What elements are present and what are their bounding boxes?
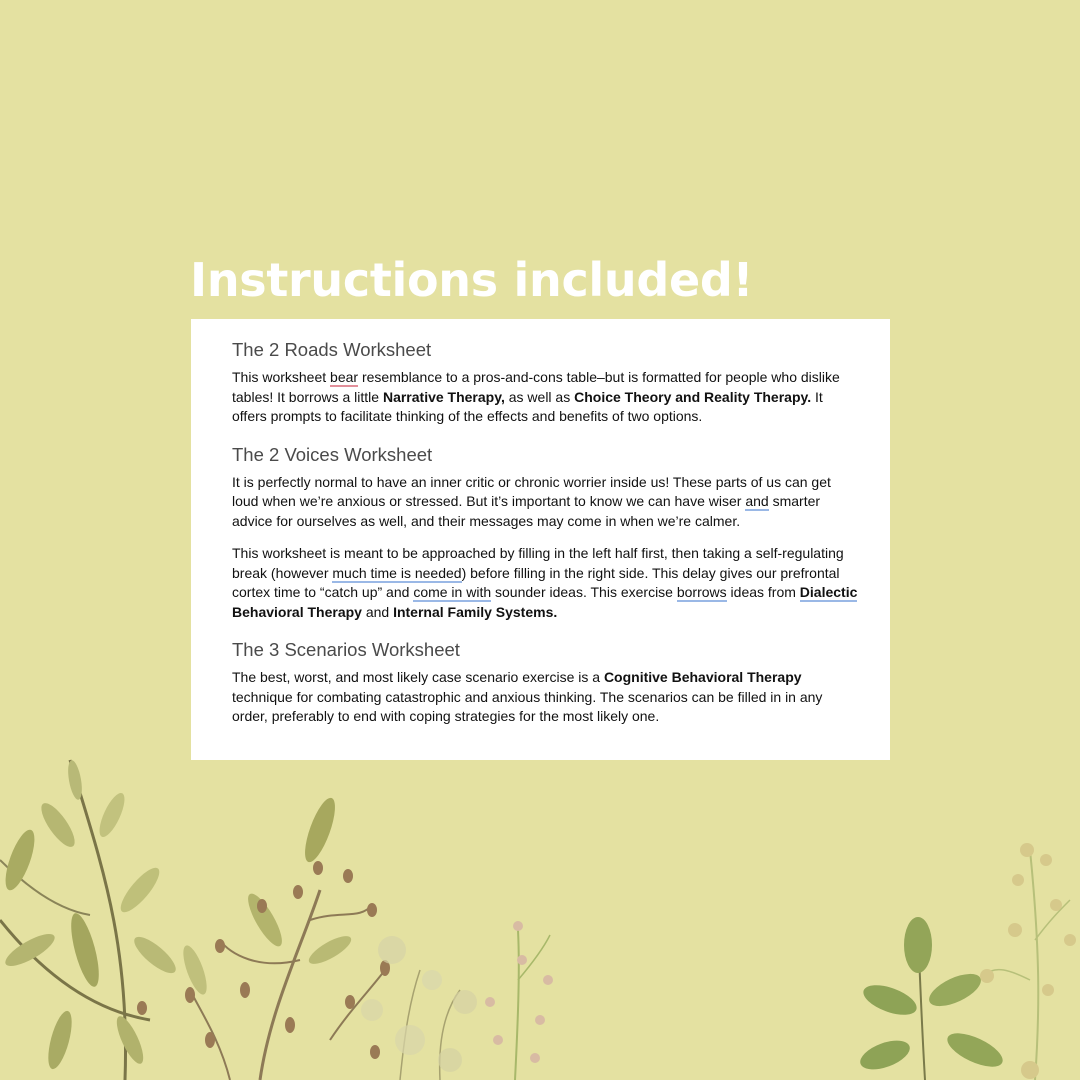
section-title: The 2 Roads Worksheet [232, 339, 432, 360]
text-run: bear [330, 369, 359, 385]
text-run: ) before filling in the right side. This delay gives our prefrontal cortex time to “catch up” and [232, 564, 840, 600]
text-run: come in with [413, 584, 492, 600]
text-run: much time is needed [332, 564, 462, 581]
section-title: The 3 Scenarios Worksheet [232, 639, 460, 660]
text-run: technique for combating catastrophic and anxious thinking. The scenarios can be filled in in any order, preferably to end with coping strategies for the most likely one. [232, 688, 823, 724]
bold-term: Choice Theory and Reality Therapy. [574, 388, 812, 405]
text-run: This worksheet [232, 369, 331, 385]
text-run: The best, worst, and most likely case scenario exercise is a [232, 669, 604, 685]
text-run: This worksheet is meant to be approached by filling in the left half first, then taking a self-regulating break (however [232, 545, 844, 581]
text-run: as well as [504, 388, 575, 405]
text-run: smarter advice for ourselves as well, and their messages may come in when we’re calmer. [232, 493, 821, 529]
text-run: and [745, 493, 769, 509]
section-paragraph [232, 668, 860, 727]
bold-term: Narrative Therapy, [382, 388, 505, 405]
foliage-illustration-icon [0, 740, 1080, 1080]
text-run: It is perfectly normal to have an inner critic or chronic worrier inside us! These parts of us can get loud when we’re anxious or stressed. But it’s important to know we can have wiser [232, 473, 831, 509]
text-run: and [361, 603, 394, 620]
section-paragraph [232, 473, 860, 532]
document-card [191, 319, 890, 760]
headline: Instructions included! [190, 253, 754, 307]
section-title: The 2 Voices Worksheet [232, 443, 433, 465]
bold-term: Cognitive Behavioral Therapy [603, 669, 802, 685]
text-run: borrows [676, 584, 727, 600]
text-run: It offers prompts to facilitate thinking of the effects and benefits of two options. [232, 388, 823, 424]
bold-term: Internal Family Systems. [393, 603, 558, 620]
bold-term: Behavioral Therapy [232, 603, 362, 620]
text-run: resemblance to a pros-and-cons table–but is formatted for people who dislike tables! It borrows a little [232, 369, 840, 405]
bold-term: Dialectic [799, 584, 858, 600]
section-paragraph [232, 368, 860, 427]
section-paragraph [232, 544, 860, 622]
text-run: ideas from [726, 584, 800, 600]
text-run: sounder ideas. This exercise [491, 584, 677, 600]
